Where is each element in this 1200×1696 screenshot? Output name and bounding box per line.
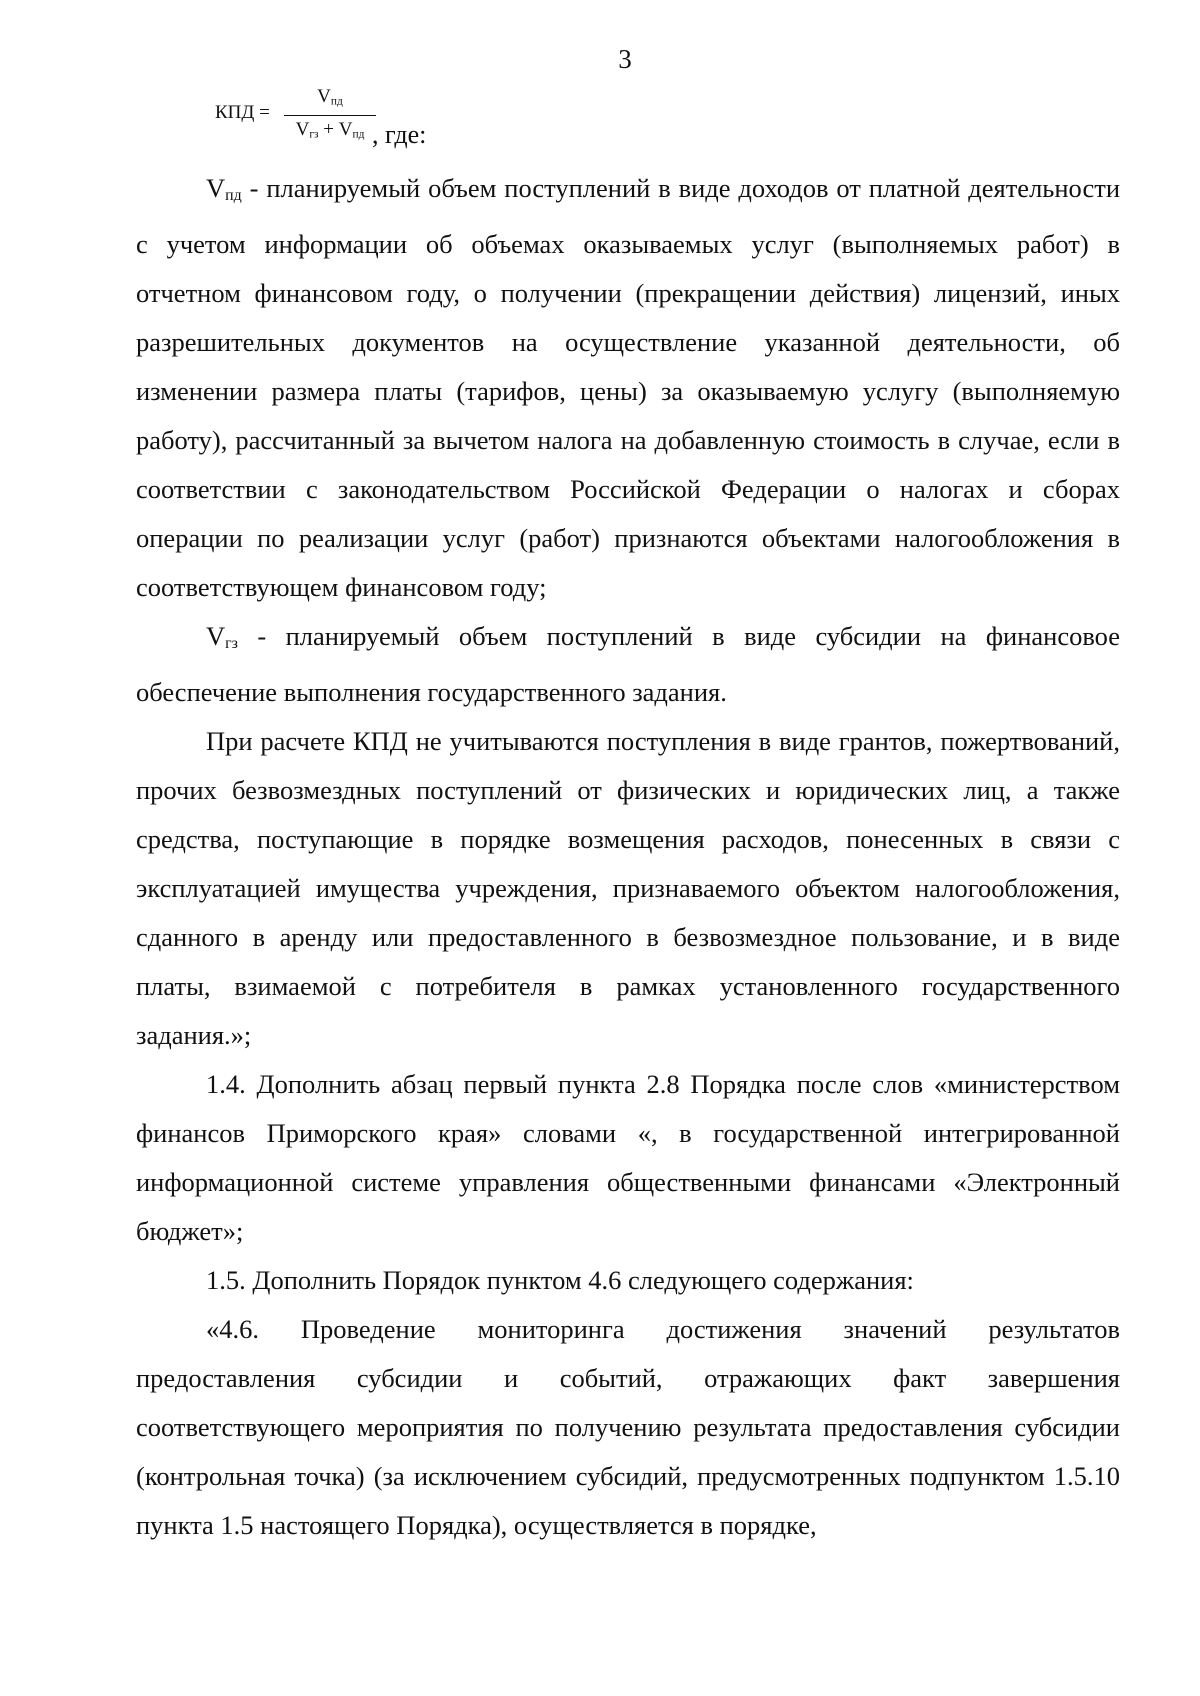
fraction-bar [284,115,376,116]
formula-where: , где: [372,120,427,149]
page-number: 3 [618,44,632,74]
paragraph-vgz-definition: $V_{гз}$ - планируемый объем поступлений в виде субсидии на финансовое обеспечение выполнения государственного задания. [136,621,1120,708]
kpd-formula [215,80,615,150]
formula-lhs: КПД = [215,102,270,123]
paragraph-kpd-exclusions: При расчете КПД не учитываются поступления в виде грантов, пожертвований, прочих безвозмездных поступлений от физических и юридических лиц, а также средства, поступающие в порядке возмещения расходов, понесенных в связи с эксплуатацией имущества учреждения, признаваемого объектом налогообложения, сданного в аренду или предоставленного в безвозмездное пользование, и в виде платы, взимаемой с потребителя в рамках установленного государственного задания.»; [136,726,1120,1051]
document-body [136,164,1120,1550]
paragraph-vpd-definition: $V_{пд}$ - планируемый объем поступлений в виде доходов от платной деятельности с учетом информации об объемах оказываемых услуг (выполняемых работ) в отчетном финансовом году, о получении (прекращении действия) лицензий, иных разрешительных документов на осуществление указанной деятельности, об изменении размера платы (тарифов, цены) за оказываемую услугу (выполняемую работу), рассчитанный за вычетом налога на добавленную стоимость в случае, если в соответствии с законодательством Российской Федерации о налогах и сборах операции по реализации услуг (работ) признаются объектами налогообложения в соответствующем финансовом году; [136,173,1120,603]
paragraph-4-6: «4.6. Проведение мониторинга достижения значений результатов предоставления субсидии и событий, отражающих факт завершения соответствующего мероприятия по получению результата предоставления субсидии (контрольная точка) (за исключением субсидий, предусмотренных подпунктом 1.5.10 пункта 1.5 настоящего Порядка), осуществляется в порядке, [136,1314,1120,1541]
formula-denominator: $V_{гз} + V_{пд}$ [295,119,365,141]
paragraph-1-4: 1.4. Дополнить абзац первый пункта 2.8 Порядка после слов «министерством финансов Приморского края» словами «, в государственной интегрированной информационной системе управления общественными финансами «Электронный бюджет»; [136,1069,1120,1247]
formula-numerator: $V_{пд}$ [317,86,343,108]
paragraph-1-5: 1.5. Дополнить Порядок пунктом 4.6 следующего содержания: [206,1265,914,1296]
